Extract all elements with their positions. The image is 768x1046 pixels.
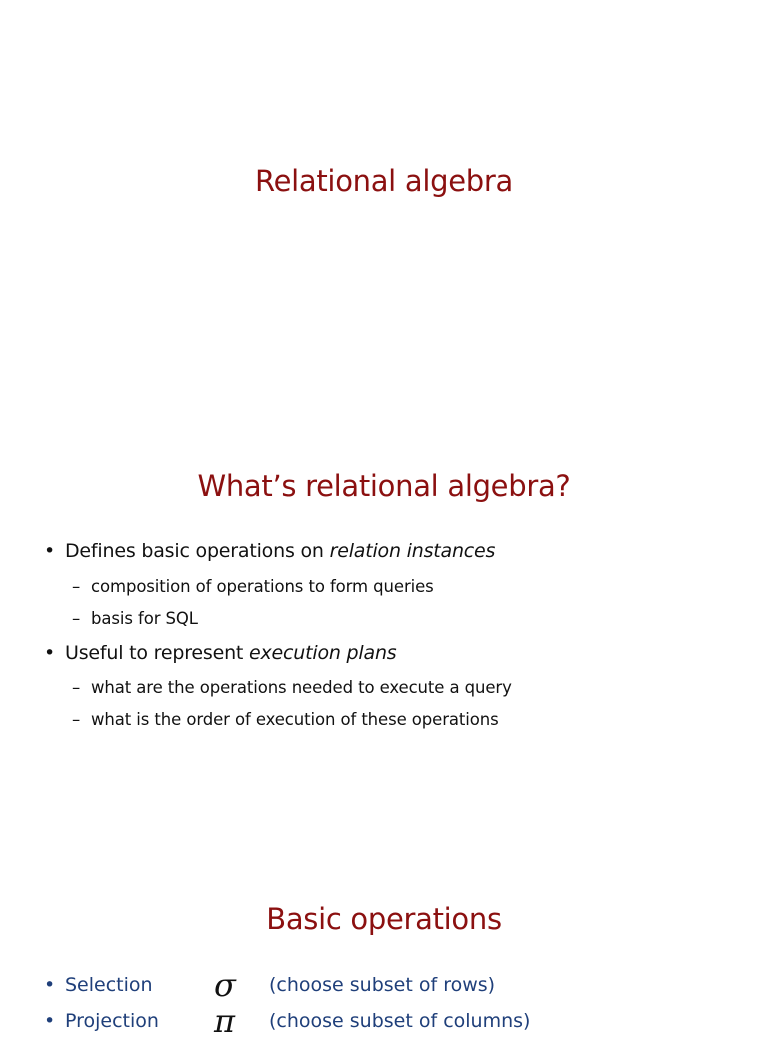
operation-row-projection (44, 1002, 744, 1046)
bullet-marker: • (44, 642, 56, 664)
slide-title: What’s relational algebra? (197, 469, 571, 503)
operation-description: (choose subset of rows) (269, 974, 496, 996)
sigma-symbol: σ (214, 966, 236, 1004)
bullet-marker: • (44, 540, 56, 562)
operation-name: Projection (65, 1010, 159, 1032)
sub-bullet-text: basis for SQL (91, 609, 198, 628)
bullet-marker: • (44, 974, 56, 996)
operation-row-selection (44, 966, 744, 1010)
bullet-italic-text: execution plans (249, 642, 397, 664)
sub-bullet-text: composition of operations to form queries (91, 577, 434, 596)
bullet-text: Useful to represent (65, 642, 250, 664)
slide-title: Relational algebra (255, 164, 513, 198)
bullet-text: Defines basic operations on (65, 540, 330, 562)
bullet-marker: • (44, 1010, 56, 1032)
sub-bullet-text: what are the operations needed to execute a query (91, 678, 512, 697)
dash-marker: – (72, 710, 81, 729)
dash-marker: – (72, 609, 81, 628)
dash-marker: – (72, 678, 81, 697)
pi-symbol: π (214, 1002, 236, 1040)
operation-name: Selection (65, 974, 153, 996)
operation-description: (choose subset of columns) (269, 1010, 531, 1032)
sub-bullet-text: what is the order of execution of these operations (91, 710, 499, 729)
dash-marker: – (72, 577, 81, 596)
bullet-italic-text: relation instances (329, 540, 496, 562)
slide-title: Basic operations (266, 902, 502, 936)
